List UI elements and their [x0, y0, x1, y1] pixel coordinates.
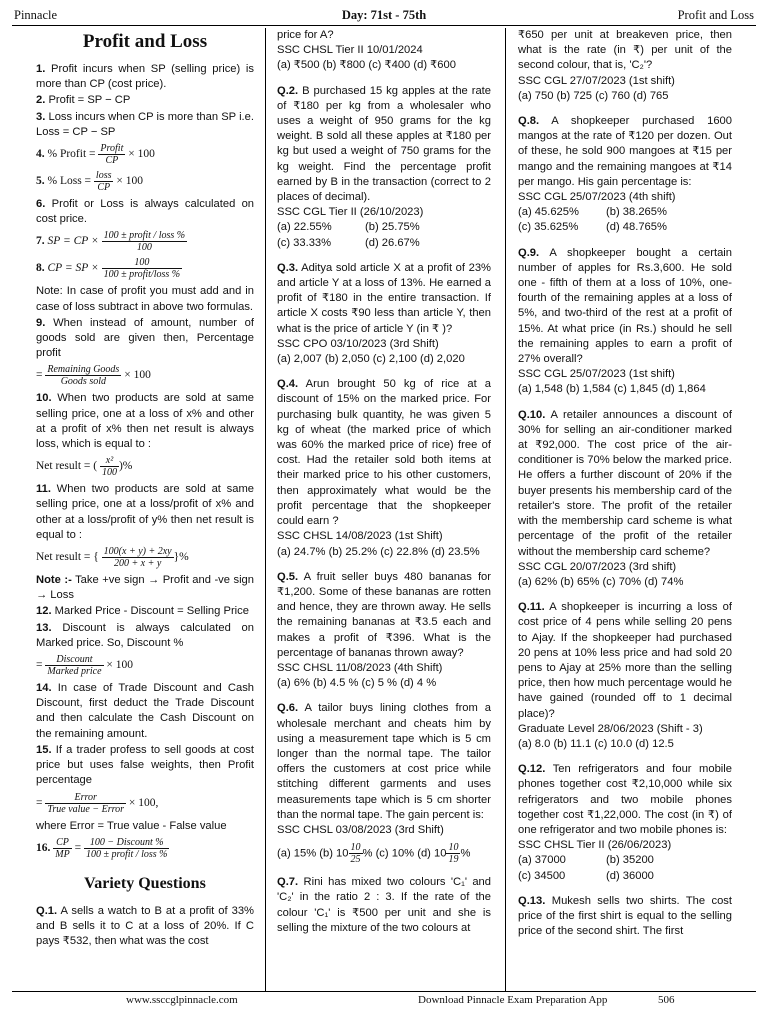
rule-11: 11. When two products are sold at same selling price, one at a loss/profit of x% and other at a loss/profit of y% then net result is equal to :	[36, 483, 254, 541]
rule-14: 14. In case of Trade Discount and Cash Discount, first deduct the Trade Discount and then calculate the Cash Discount on the remaining amount.	[36, 682, 254, 740]
column-2	[277, 28, 491, 990]
question-3: Q.3. Aditya sold article X at a profit of 23% and article Y at a loss of 13%. He earned a profit of ₹180 in the entire transaction. If article X costs ₹90 less than article Y, then what is the price of article Y (in ₹ )? SSC CPO 03/10/2023 (3rd Shift) (a) 2,007 (b) 2,050 (c) 2,100 (d) 2,020	[277, 261, 491, 367]
footer-website-link[interactable]: www.ssccglpinnacle.com	[126, 994, 238, 1006]
question-source: SSC CPO 03/10/2023 (3rd Shift)	[277, 337, 439, 350]
column-1	[36, 28, 254, 990]
page-title: Profit and Loss	[82, 31, 208, 52]
column-divider-1	[265, 28, 266, 992]
rule-3: 3. Loss incurs when CP is more than SP i.e. Loss = CP − SP	[36, 110, 254, 138]
rule-9-formula: = Remaining Goods Goods sold × 100	[36, 364, 151, 388]
rule-9: 9. When instead of amount, number of goods sold are given then, Percentage profit	[36, 316, 254, 360]
footer-divider	[12, 991, 756, 992]
rule-13: 13. Discount is always calculated on Marked price. So, Discount %	[36, 621, 254, 649]
rule-4-formula: 4. % Profit = Profit CP × 100	[36, 143, 155, 167]
rule-10-formula: Net result = ( $\frac{\text{x²}}{100}$ )%	[36, 455, 133, 479]
rule-1: 1. Profit incurs when SP (selling price) is more than CP (cost price).	[36, 63, 254, 91]
question-8: Q.8. A shopkeeper purchased 1600 mangos at the rate of ₹120 per dozen. Out of these, he sold 900 mangoes at ₹15 per mango and the remaining mangoes at ₹14 per mango. His gain percentage is: SSC CGL 25/07/2023 (4th shift) (a) 45.625% (b) 38.265% (c) 35.625% (d) 48.765%	[518, 114, 732, 236]
question-13: Q.13. Mukesh sells two shirts. The cost price of the first shirt is equal to the selling price of the second shirt. The first	[518, 894, 732, 938]
question-source: SSC CGL Tier II (26/10/2023)	[277, 206, 424, 219]
rule-13-formula: = Discount Marked price × 100	[36, 654, 134, 678]
rule-8-formula: 8. CP = SP × 100 100 ± profit/loss %	[36, 257, 181, 281]
question-options: (a) 750 (b) 725 (c) 760 (d) 765	[518, 89, 669, 102]
question-options: (a) 22.55% (b) 25.75% (c) 33.33% (d) 26.67%	[277, 221, 420, 249]
question-5: Q.5. A fruit seller buys 480 bananas for ₹1,200. Some of these bananas are rotten and hence, they are thrown away. He sells the remaining bananas at ₹3.5 each and makes a profit of ₹396. What is the percentage of bananas thrown away? SSC CHSL 11/08/2023 (4th Shift) (a) 6% (b) 4.5 % (c) 5 % (d) 4 %	[277, 570, 491, 692]
question-options: (a) 24.7% (b) 25.2% (c) 22.8% (d) 23.5%	[277, 545, 480, 558]
footer-app-promo: Download Pinnacle Exam Preparation App	[418, 994, 608, 1006]
note-sign: Note :- Take +ve sign → Profit and -ve sign → Loss	[36, 574, 254, 602]
question-source: SSC CHSL 11/08/2023 (4th Shift)	[277, 661, 443, 674]
question-source: SSC CHSL 14/08/2023 (1st Shift)	[277, 530, 443, 543]
question-options: (a) 2,007 (b) 2,050 (c) 2,100 (d) 2,020	[277, 353, 465, 366]
question-options: (a) 8.0 (b) 11.1 (c) 10.0 (d) 12.5	[518, 737, 674, 750]
header-day-range: Day: 71st - 75th	[341, 8, 427, 22]
question-options: (a) 6% (b) 4.5 % (c) 5 % (d) 4 %	[277, 677, 437, 690]
rule-2: 2. Profit = SP − CP	[36, 94, 131, 107]
question-options: (a) ₹500 (b) ₹800 (c) ₹400 (d) ₹600	[277, 59, 456, 72]
question-source: SSC CGL 20/07/2023 (3rd shift)	[518, 560, 677, 573]
question-source: SSC CGL 25/07/2023 (1st shift)	[518, 368, 675, 381]
question-6: Q.6. A tailor buys lining clothes from a wholesale merchant and cheats him by using a measurement tape which is 5 cm longer than the normal tape. The tailor offers the customers at cost price while stitching different garments and uses measurements tape which is 5 cm shorter than the normal tape. The gain percent is: SSC CHSL 03/08/2023 (3rd Shift) (a) 15% (b) 10 $\frac{10}{25}$ % (c) 10% (d) 10 $\frac{10}{19}$ %	[277, 702, 491, 866]
question-options: (a) 37000 (b) 35200 (c) 34500 (d) 36000	[518, 854, 654, 882]
rule-12: 12. Marked Price - Discount = Selling Price	[36, 605, 249, 618]
question-source: SSC CHSL Tier II 10/01/2024	[277, 44, 423, 57]
question-1: Q.1. A sells a watch to B at a profit of 33% and B sells it to C at a loss of 20%. If C pays ₹532, then what was the cost	[36, 904, 254, 948]
question-source: SSC CGL 25/07/2023 (4th shift)	[518, 191, 676, 204]
question-source: SSC CHSL 03/08/2023 (3rd Shift)	[277, 823, 444, 836]
question-options: (a) 15% (b) 10 $\frac{10}{25}$ % (c) 10% (d) 10 $\frac{10}{19}$ %	[277, 842, 471, 866]
header-chapter: Profit and Loss	[677, 8, 754, 22]
header-brand: Pinnacle	[14, 8, 58, 22]
question-source: Graduate Level 28/06/2023 (Shift - 3)	[518, 722, 703, 735]
question-9: Q.9. A shopkeeper bought a certain number of apples for Rs.3,600. He sold one - fifth of them at a loss of 10%, one-fourth of the remaining apples at a loss of 5%, and two-third of the rest at a profit of 15%. At what price (in Rs.) should he sell the remaining apples to earn a profit of 27% overall? SSC CGL 25/07/2023 (1st shift) (a) 1,548 (b) 1,584 (c) 1,845 (d) 1,864	[518, 246, 732, 398]
question-options: (a) 62% (b) 65% (c) 70% (d) 74%	[518, 575, 684, 588]
rule-5-formula: 5. % Loss = loss CP × 100	[36, 170, 143, 194]
page-header	[14, 8, 754, 26]
rule-7-formula: 7. SP = CP × 100 ± profit / loss % 100	[36, 230, 186, 254]
question-source: SSC CHSL Tier II (26/06/2023)	[518, 839, 672, 852]
question-12: Q.12. Ten refrigerators and four mobile phones together cost ₹2,10,000 while six refrigerators and two mobile phones together cost ₹1,22,000. The cost (in ₹) of one refrigerator and two mobile phones is: SSC CHSL Tier II (26/06/2023) (a) 37000 (b) 35200 (c) 34500 (d) 36000	[518, 762, 732, 884]
column-divider-2	[505, 28, 506, 992]
rule-11-formula: Net result = { $\frac{100(x + y) + 2xy}{200 + x + y}$ }%	[36, 546, 189, 570]
page-number: 506	[658, 994, 675, 1006]
question-options: (a) 1,548 (b) 1,584 (c) 1,845 (d) 1,864	[518, 383, 706, 396]
question-7: Q.7. Rini has mixed two colours 'C₁' and 'C₂' in the ratio 2 : 3. If the rate of the colour 'C₁' is ₹500 per unit and she is selling the mixture of the two colours at	[277, 876, 491, 934]
question-4: Q.4. Arun brought 50 kg of rice at a discount of 15% on the marked price. For purchasing bulk quantity, he was given 5 kg of wheat (the marked price of which was 60% the marked price of rice) free of cost. Had the retailer sold both items at their marked price to his other customers, then approximately what would be the profit percentage that the shopkeeper could earn ? SSC CHSL 14/08/2023 (1st Shift) (a) 24.7% (b) 25.2% (c) 22.8% (d) 23.5%	[277, 377, 491, 559]
question-10: Q.10. A retailer announces a discount of 30% for selling an air-conditioner marked at ₹92,000. The cost price of the air-conditioner is 70% below the marked price. He offers a further discount of 20% if the buyer presents his membership card of the retailer's store. The profit of the retailer with the membership card scheme is what percentage of the profit of the retailer without the membership card scheme? SSC CGL 20/07/2023 (3rd shift) (a) 62% (b) 65% (c) 70% (d) 74%	[518, 408, 732, 590]
page-footer	[0, 994, 768, 1010]
question-11: Q.11. A shopkeeper is incurring a loss of cost price of 4 pens while selling 20 pens to Ajay. If the shopkeeper had purchased 20 pens at 10% less price and had sold 20 pens to Ajay at 25% more than the selling price, then how much percentage would he have gained (rounded off to 1 decimal place)? Graduate Level 28/06/2023 (Shift - 3) (a) 8.0 (b) 11.1 (c) 10.0 (d) 12.5	[518, 600, 732, 752]
question-source: SSC CGL 27/07/2023 (1st shift)	[518, 74, 675, 87]
question-7-continued: ₹650 per unit at breakeven price, then what is the rate (in ₹) per unit of the second colour, that is, 'C₂'? SSC CGL 27/07/2023 (1st shift) (a) 750 (b) 725 (c) 760 (d) 765	[518, 28, 732, 104]
section-title-variety-questions: Variety Questions	[84, 874, 206, 892]
rule-10: 10. When two products are sold at same selling price, one at a loss of x% and other at a profit of x% then net result is always loss, which is equal to :	[36, 392, 254, 451]
column-3	[518, 28, 732, 990]
rule-15-where: where Error = True value - False value	[36, 819, 227, 832]
question-1-continued: price for A? SSC CHSL Tier II 10/01/2024 (a) ₹500 (b) ₹800 (c) ₹400 (d) ₹600	[277, 28, 491, 74]
rule-6: 6. Profit or Loss is always calculated on cost price.	[36, 198, 254, 226]
question-options: (a) 45.625% (b) 38.265% (c) 35.625% (d) 48.765%	[518, 206, 667, 234]
rule-16-formula: 16. $\frac{CP}{MP}$ = 100 − Discount % 100 ± profit / loss %	[36, 836, 168, 860]
question-2: Q.2. B purchased 15 kg apples at the rate of ₹180 per kg from a wholesaler who uses a weight of 950 grams for the kg weight. B sold all these apples at ₹180 per kg but used a weight of 750 grams for the kg weight. Find the percentage profit earned by B in the transaction (correct to 2 places of decimal). SSC CGL Tier II (26/10/2023) (a) 22.55% (b) 25.75% (c) 33.33% (d) 26.67%	[277, 84, 491, 251]
rule-15-formula: = Error True value − Error × 100,	[36, 791, 159, 815]
rule-15: 15. If a trader profess to sell goods at cost price but uses false weights, then Profit percentage	[36, 743, 254, 787]
note-add-subtract: Note: In case of profit you must add and in case of loss subtract in above two formulas.	[36, 285, 254, 313]
header-divider	[12, 25, 756, 26]
